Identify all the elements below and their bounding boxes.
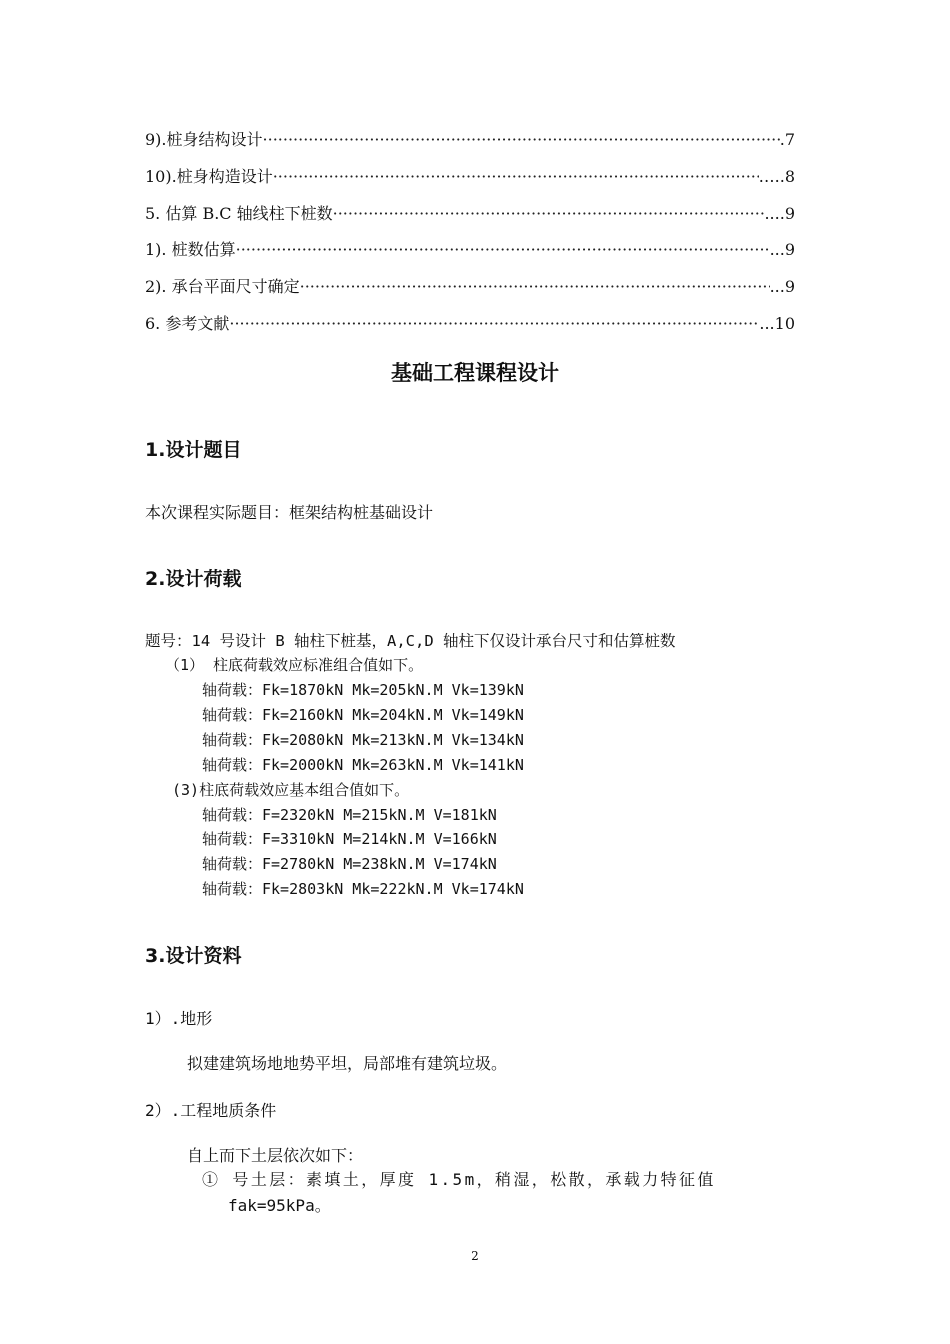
load-row: 轴荷载：Fk=2080kN Mk=213kN.M Vk=134kN: [202, 731, 524, 749]
toc-item: [145, 274, 795, 297]
document-title: 基础工程课程设计: [391, 361, 559, 385]
soil-layer-line: ① 号土层：素填土，厚度 1.5m，稍湿，松散，承载力特征值: [202, 1170, 716, 1189]
load-row: 轴荷载：F=2320kN M=215kN.M V=181kN: [202, 806, 497, 824]
load-row: 轴荷载：F=3310kN M=214kN.M V=166kN: [202, 830, 497, 848]
paragraph: 本次课程实际题目：框架结构桩基础设计: [145, 503, 434, 522]
toc-item-page: ...9: [769, 240, 795, 259]
toc-leader-dots: [229, 314, 759, 333]
load-row: 轴荷载：Fk=1870kN Mk=205kN.M Vk=139kN: [202, 681, 524, 699]
page-number: 2: [471, 1249, 479, 1263]
load-row: 轴荷载：Fk=2160kN Mk=204kN.M Vk=149kN: [202, 706, 524, 724]
toc-item-label: 2). 承台平面尺寸确定: [145, 277, 300, 296]
toc-item: [145, 311, 795, 334]
soil-layer-line: fak=95kPa。: [228, 1196, 331, 1215]
toc-item: [145, 127, 795, 150]
subsection-heading: 1）.地形: [145, 1009, 213, 1028]
section-heading: 3.设计资料: [145, 945, 242, 967]
toc-leader-dots: [236, 240, 770, 259]
toc-item: [145, 237, 795, 260]
toc-leader-dots: [333, 204, 765, 223]
section-heading: 2.设计荷载: [145, 568, 242, 590]
toc-item-page: ...9: [769, 277, 795, 296]
toc-leader-dots: [273, 167, 759, 186]
toc-leader-dots: [263, 130, 780, 149]
toc-item: [145, 201, 795, 224]
basic-combination-label: (3)柱底荷载效应基本组合值如下。: [172, 781, 410, 799]
toc-item-label: 1). 桩数估算: [145, 240, 236, 259]
paragraph: 拟建建筑场地地势平坦，局部堆有建筑垃圾。: [187, 1054, 508, 1073]
toc-item-label: 10).桩身构造设计: [145, 167, 273, 186]
load-intro: 题号：14 号设计 B 轴柱下桩基，A,C,D 轴柱下仅设计承台尺寸和估算桩数: [145, 632, 676, 650]
subsection-heading: 2）.工程地质条件: [145, 1101, 277, 1120]
toc-item-page: …..8: [758, 167, 795, 186]
toc-item-label: 9).桩身结构设计: [145, 130, 263, 149]
load-row: 轴荷载：Fk=2000kN Mk=263kN.M Vk=141kN: [202, 756, 524, 774]
standard-combination-label: （1） 柱底荷载效应标准组合值如下。: [165, 656, 424, 674]
toc-item: [145, 164, 795, 187]
toc-item-page: ...10: [759, 314, 795, 333]
paragraph: 自上而下土层依次如下：: [187, 1146, 364, 1165]
toc-item-page: .7: [779, 130, 795, 149]
toc-item-label: 5. 估算 B.C 轴线柱下桩数: [145, 204, 333, 223]
load-row: 轴荷载：F=2780kN M=238kN.M V=174kN: [202, 855, 497, 873]
section-heading: 1.设计题目: [145, 439, 242, 461]
toc-item-page: ....9: [764, 204, 795, 223]
toc-item-label: 6. 参考文献: [145, 314, 230, 333]
toc-leader-dots: [300, 277, 770, 296]
load-row: 轴荷载：Fk=2803kN Mk=222kN.M Vk=174kN: [202, 880, 524, 898]
